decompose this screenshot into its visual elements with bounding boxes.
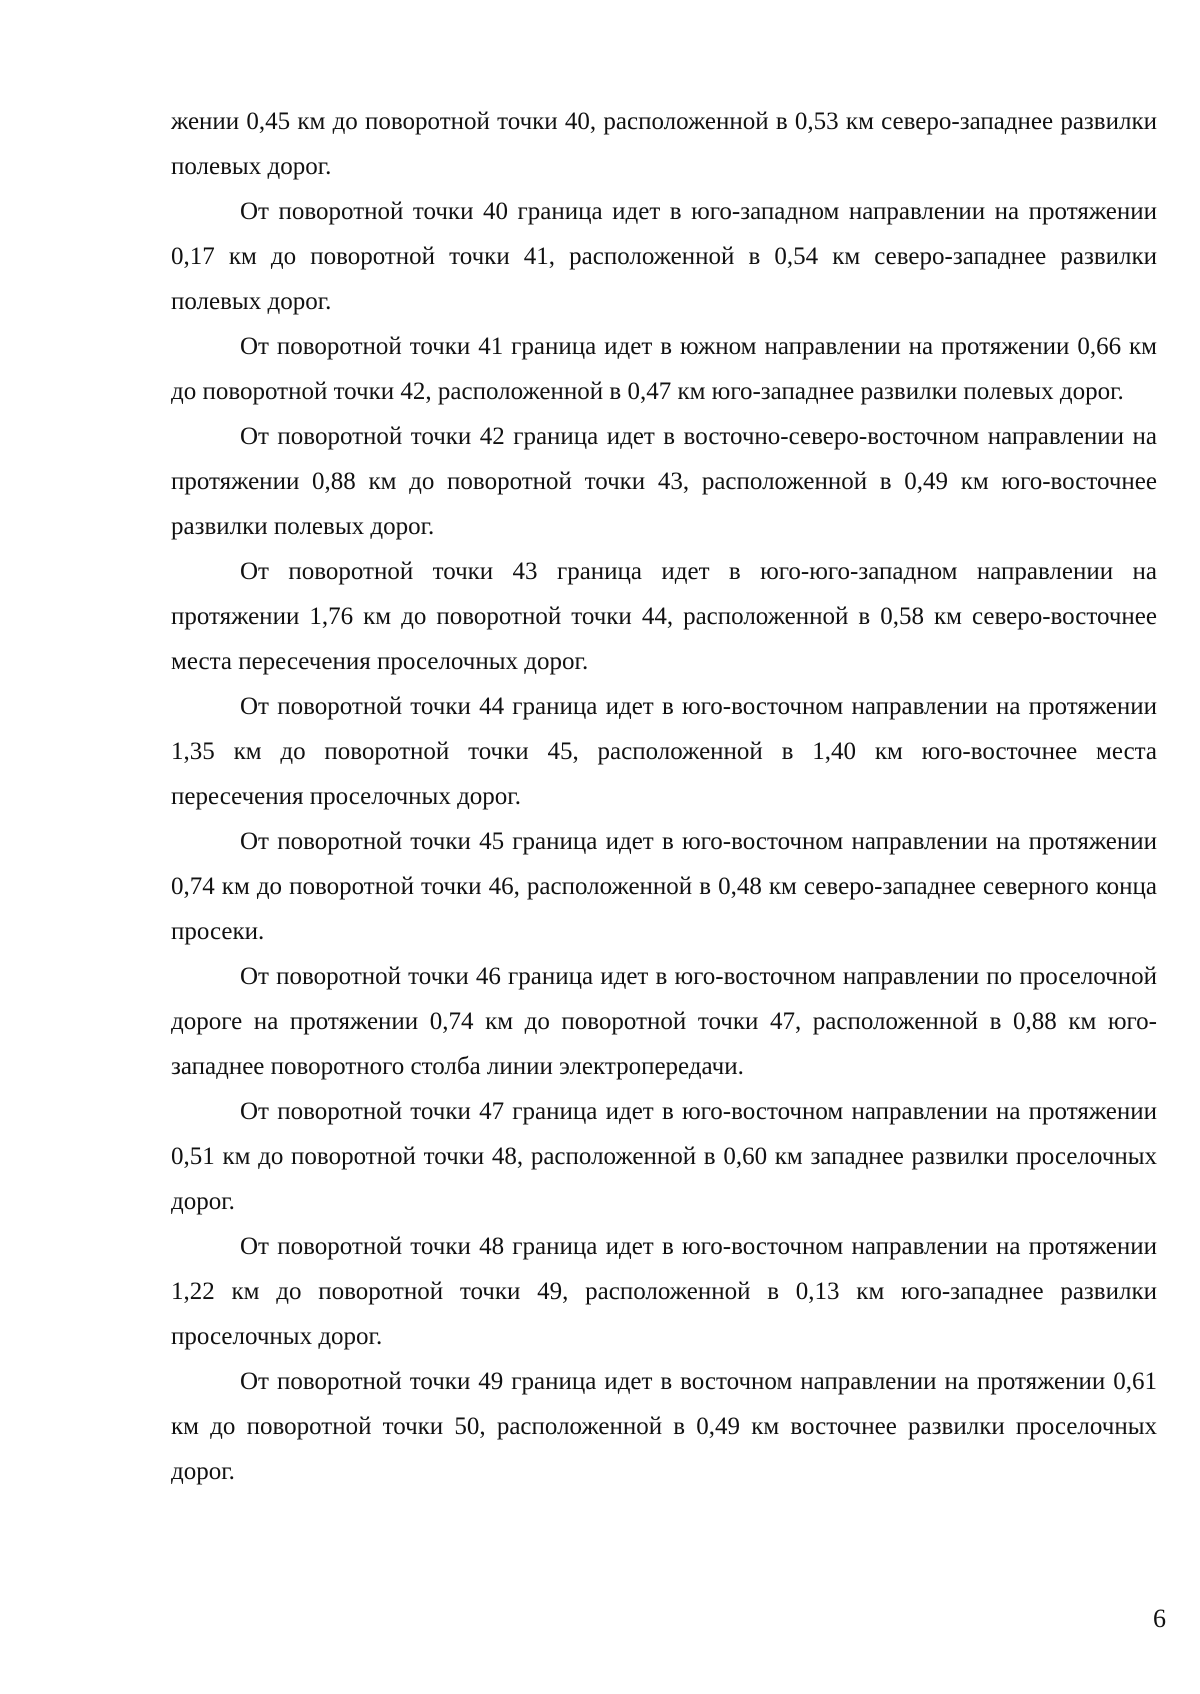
- paragraph-point-44: От поворотной точки 44 граница идет в юго-восточном направлении на протяжении 1,35 км до поворотной точки 45, расположенной в 1,40 км юго-восточнее места пересечения проселочных дорог.: [171, 693, 1157, 810]
- paragraph-point-48: От поворотной точки 48 граница идет в юго-восточном направлении на протяжении 1,22 км до поворотной точки 49, расположенной в 0,13 км юго-западнее развилки проселочных дорог.: [171, 1233, 1157, 1350]
- document-body: [171, 99, 1157, 1494]
- page-number: 6: [1153, 1604, 1166, 1633]
- paragraph-point-43: От поворотной точки 43 граница идет в юго-юго-западном направлении на протяжении 1,76 км до поворотной точки 44, расположенной в 0,58 км северо-восточнее места пересечения проселочных дорог.: [171, 558, 1157, 675]
- paragraph-point-47: От поворотной точки 47 граница идет в юго-восточном направлении на протяжении 0,51 км до поворотной точки 48, расположенной в 0,60 км западнее развилки проселочных дорог.: [171, 1098, 1157, 1215]
- paragraph-point-42: От поворотной точки 42 граница идет в восточно-северо-восточном направлении на протяжении 0,88 км до поворотной точки 43, расположенной в 0,49 км юго-восточнее развилки полевых дорог.: [171, 423, 1157, 540]
- paragraph-continuation: жении 0,45 км до поворотной точки 40, расположенной в 0,53 км северо-западнее развилки полевых дорог.: [171, 108, 1157, 180]
- paragraph-point-45: От поворотной точки 45 граница идет в юго-восточном направлении на протяжении 0,74 км до поворотной точки 46, расположенной в 0,48 км северо-западнее северного конца просеки.: [171, 828, 1157, 945]
- paragraph-point-46: От поворотной точки 46 граница идет в юго-восточном направлении по проселочной дороге на протяжении 0,74 км до поворотной точки 47, расположенной в 0,88 км юго-западнее поворотного столба линии электропередачи.: [171, 963, 1157, 1080]
- paragraph-point-41: От поворотной точки 41 граница идет в южном направлении на протяжении 0,66 км до поворотной точки 42, расположенной в 0,47 км юго-западнее развилки полевых дорог.: [171, 333, 1157, 405]
- paragraph-point-49: От поворотной точки 49 граница идет в восточном направлении на протяжении 0,61 км до поворотной точки 50, расположенной в 0,49 км восточнее развилки проселочных дорог.: [171, 1368, 1157, 1485]
- paragraph-point-40: От поворотной точки 40 граница идет в юго-западном направлении на протяжении 0,17 км до поворотной точки 41, расположенной в 0,54 км северо-западнее развилки полевых дорог.: [171, 198, 1157, 315]
